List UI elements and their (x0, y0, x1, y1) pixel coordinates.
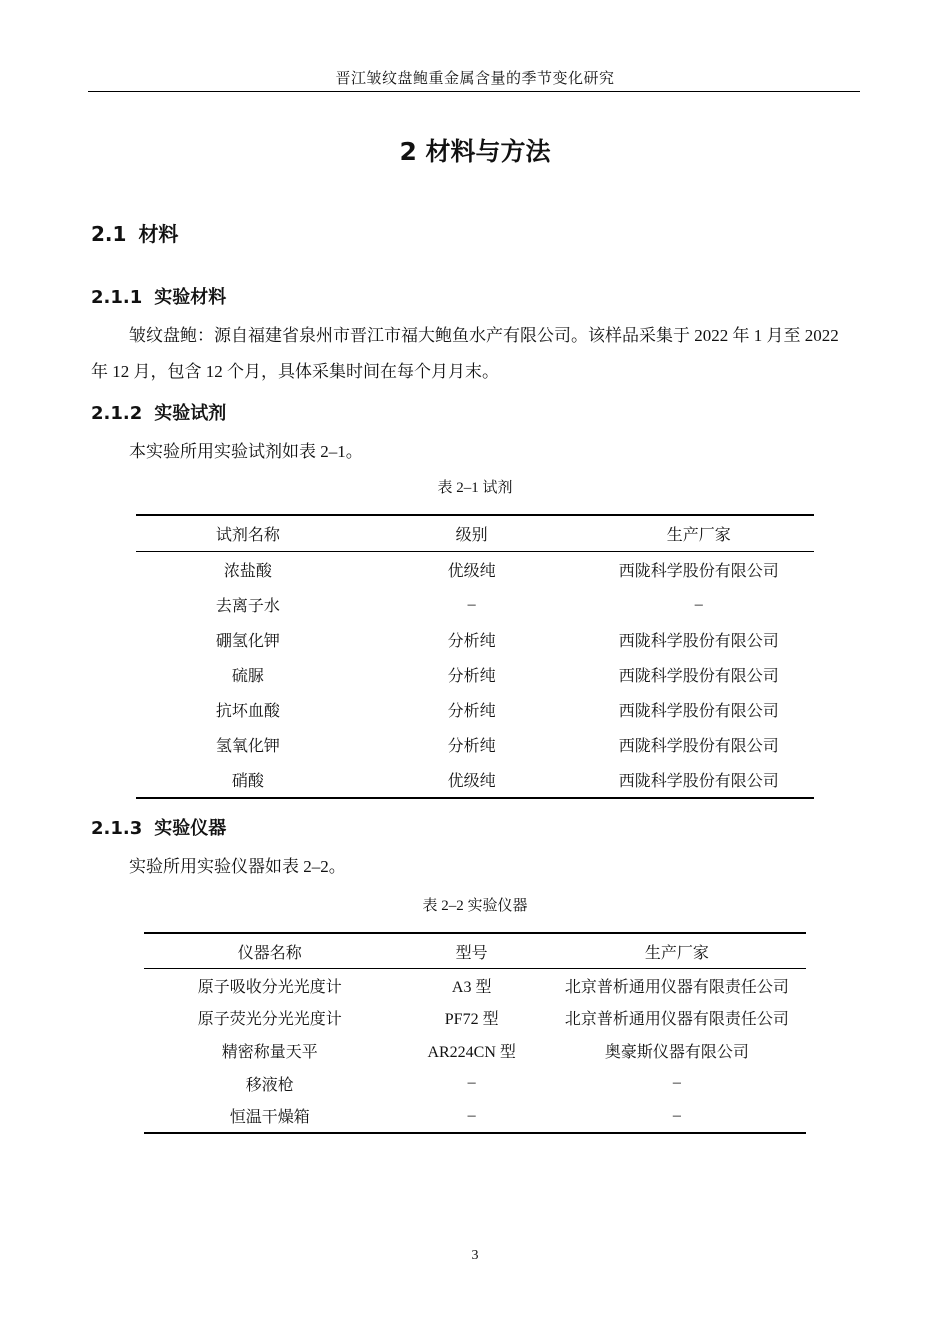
table-row (144, 1099, 806, 1133)
reagents-paragraph: 本实验所用实验试剂如表 2–1。 (129, 442, 363, 461)
table-cell: 北京普析通用仪器有限责任公司 (564, 978, 789, 996)
table-row (136, 552, 814, 588)
section-title: 材料 (138, 222, 179, 246)
table-cell: 恒温干燥箱 (229, 1109, 310, 1127)
table-cell: 西陇科学股份有限公司 (618, 633, 779, 650)
table-header-row (144, 933, 806, 969)
table-cell: 氢氧化钾 (215, 738, 280, 755)
table-cell: – (467, 595, 476, 613)
section-2-1-1-heading (91, 283, 226, 309)
table-cell: – (694, 595, 703, 613)
section-number: 2.1 (91, 222, 127, 246)
table-cell: 去离子水 (215, 598, 280, 615)
table-header-row (136, 515, 814, 552)
table-cell: – (467, 1074, 476, 1092)
page-number: 3 (471, 1248, 479, 1263)
section-title: 实验仪器 (154, 818, 227, 839)
table-row (136, 587, 814, 622)
table-row (144, 1002, 806, 1035)
table-cell: 北京普析通用仪器有限责任公司 (564, 1011, 789, 1029)
column-header: 型号 (455, 944, 488, 962)
table-cell: PF72 型 (444, 1011, 499, 1029)
table-cell: AR224CN 型 (427, 1043, 516, 1061)
table-cell: 西陇科学股份有限公司 (618, 563, 779, 580)
table-cell: 优级纯 (447, 563, 496, 580)
table-cell: – (467, 1106, 476, 1124)
table-cell: 西陇科学股份有限公司 (618, 738, 779, 755)
section-2-1-heading (91, 218, 178, 247)
table-cell: 分析纯 (447, 738, 496, 755)
table-cell: 原子吸收分光光度计 (197, 978, 342, 996)
section-number: 2.1.2 (91, 403, 143, 424)
chapter-title: 2 材料与方法 (399, 137, 551, 166)
table-cell: 奥豪斯仪器有限公司 (604, 1043, 749, 1061)
table-row (136, 692, 814, 727)
table-row (144, 969, 806, 1002)
table-cell: 分析纯 (447, 703, 496, 720)
table-row (136, 657, 814, 692)
table-cell: A3 型 (451, 978, 492, 996)
table-cell: 西陇科学股份有限公司 (618, 703, 779, 720)
table-row (136, 622, 814, 657)
table-cell: 硫脲 (231, 668, 264, 685)
table-cell: 抗坏血酸 (215, 703, 280, 720)
column-header: 级别 (455, 527, 488, 544)
table-row (144, 1034, 806, 1067)
table-cell: 分析纯 (447, 633, 496, 650)
table-cell: 移液枪 (245, 1076, 294, 1094)
materials-paragraph: 皱纹盘鲍：源自福建省泉州市晋江市福大鲍鱼水产有限公司。该样品采集于 2022 年 1 月至 2022 年 12 月，包含 12 个月，具体采集时间在每个月月末。 (91, 326, 839, 381)
column-header: 仪器名称 (237, 944, 302, 962)
section-number: 2.1.1 (91, 287, 143, 308)
table-cell: 原子荧光分光光度计 (197, 1011, 342, 1029)
table-cell: 浓盐酸 (223, 563, 272, 580)
table-cell: 硼氢化钾 (215, 633, 280, 650)
table-row (136, 762, 814, 798)
column-header: 生产厂家 (644, 944, 709, 962)
section-2-1-3-heading (91, 814, 226, 840)
table-cell: 西陇科学股份有限公司 (618, 668, 779, 685)
table-cell: 分析纯 (447, 668, 496, 685)
table-row (144, 1067, 806, 1100)
table-cell: 硝酸 (231, 773, 264, 790)
header-rule (88, 91, 860, 92)
table-cell: 精密称量天平 (221, 1043, 318, 1061)
instruments-paragraph: 实验所用实验仪器如表 2–2。 (129, 857, 346, 876)
column-header: 生产厂家 (666, 527, 731, 544)
table-cell: 西陇科学股份有限公司 (618, 773, 779, 790)
table-cell: – (672, 1106, 681, 1124)
section-title: 实验材料 (154, 287, 227, 308)
table-cell: 优级纯 (447, 773, 496, 790)
running-header: 晋江皱纹盘鲍重金属含量的季节变化研究 (335, 71, 615, 87)
section-title: 实验试剂 (154, 403, 227, 424)
reagents-table (136, 514, 814, 799)
column-header: 试剂名称 (215, 527, 280, 544)
table-1-caption: 表 2–1 试剂 (437, 480, 513, 496)
table-2-caption: 表 2–2 实验仪器 (422, 898, 528, 914)
table-row (136, 727, 814, 762)
instruments-table (144, 932, 806, 1134)
section-2-1-2-heading (91, 399, 226, 425)
section-number: 2.1.3 (91, 818, 143, 839)
table-cell: – (672, 1074, 681, 1092)
